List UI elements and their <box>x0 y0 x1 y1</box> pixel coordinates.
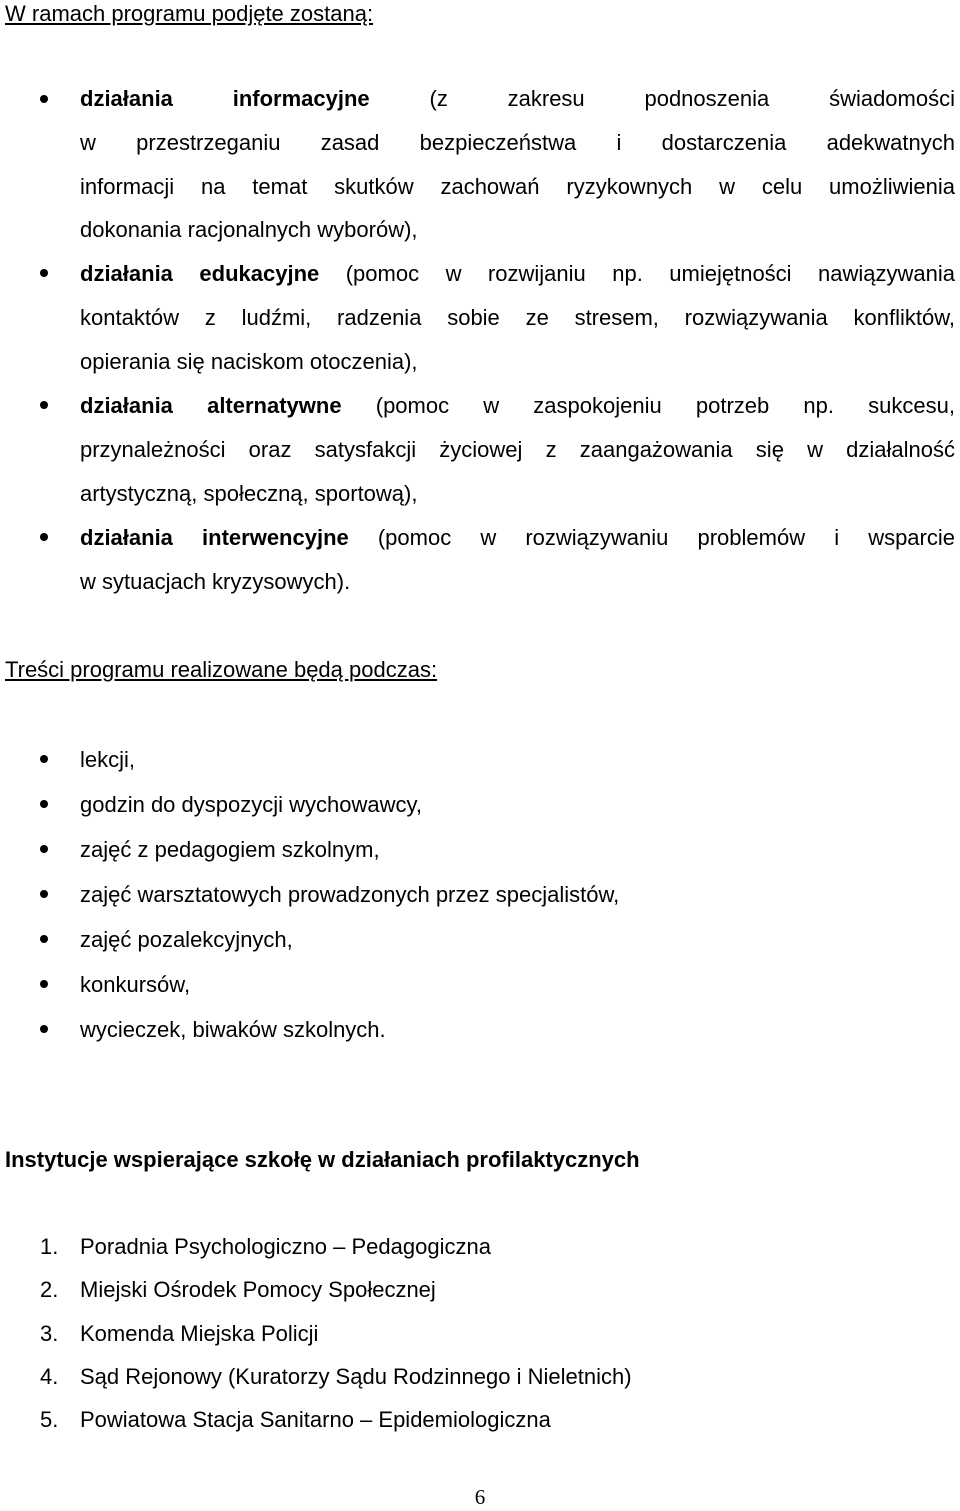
bullet-icon <box>40 935 48 943</box>
bullet-icon <box>40 890 48 898</box>
activity-line <box>80 260 955 288</box>
activity-title: działania interwencyjne <box>80 525 349 550</box>
institution-name: Sąd Rejonowy (Kuratorzy Sądu Rodzinnego i Nieletnich) <box>80 1364 632 1389</box>
activity-line: w przestrzeganiu zasad bezpieczeństwa i dostarczenia adekwatnych <box>80 130 955 155</box>
activity-line: opierania się naciskom otoczenia), <box>80 349 418 374</box>
list-number: 2. <box>40 1277 59 1302</box>
list-item: zajęć warsztatowych prowadzonych przez specjalistów, <box>80 882 620 907</box>
institution-name: Powiatowa Stacja Sanitarno – Epidemiologiczna <box>80 1407 551 1432</box>
bullet-icon <box>40 755 48 763</box>
bullet-icon <box>40 1025 48 1033</box>
activity-text: (z zakresu podnoszenia świadomości <box>369 86 955 111</box>
list-item: zajęć pozalekcyjnych, <box>80 927 293 952</box>
bullet-icon <box>40 845 48 853</box>
activity-line: kontaktów z ludźmi, radzenia sobie ze stresem, rozwiązywania konfliktów, <box>80 305 955 330</box>
activity-text: (pomoc w zaspokojeniu potrzeb np. sukcesu, <box>341 393 955 418</box>
section-heading-institutions: Instytucje wspierające szkołę w działaniach profilaktycznych <box>5 1147 640 1172</box>
institution-name: Miejski Ośrodek Pomocy Społecznej <box>80 1277 436 1302</box>
section-heading-program-actions: W ramach programu podjęte zostaną: <box>5 1 374 26</box>
activity-line: przynależności oraz satysfakcji życiowej z zaangażowania się w działalność <box>80 437 955 462</box>
institution-name: Komenda Miejska Policji <box>80 1321 319 1346</box>
activity-line <box>80 392 955 420</box>
activity-title: działania edukacyjne <box>80 261 320 286</box>
activity-text: (pomoc w rozwijaniu np. umiejętności nawiązywania <box>319 261 956 286</box>
activity-title: działania informacyjne <box>80 86 370 111</box>
bullet-icon <box>40 269 48 277</box>
institution-name: Poradnia Psychologiczno – Pedagogiczna <box>80 1234 491 1259</box>
activity-line <box>80 524 955 552</box>
activity-line: dokonania racjonalnych wyborów), <box>80 217 418 242</box>
list-number: 1. <box>40 1234 59 1259</box>
activity-line: informacji na temat skutków zachowań ryzykownych w celu umożliwienia <box>80 174 955 199</box>
list-number: 5. <box>40 1407 59 1432</box>
list-number: 3. <box>40 1321 59 1346</box>
list-item: zajęć z pedagogiem szkolnym, <box>80 837 380 862</box>
list-item: wycieczek, biwaków szkolnych. <box>80 1017 386 1042</box>
bullet-icon <box>40 980 48 988</box>
activity-title: działania alternatywne <box>80 393 342 418</box>
bullet-icon <box>40 95 48 103</box>
bullet-icon <box>40 401 48 409</box>
list-number: 4. <box>40 1364 59 1389</box>
bullet-icon <box>40 533 48 541</box>
list-item: godzin do dyspozycji wychowawcy, <box>80 792 422 817</box>
list-item: lekcji, <box>80 747 136 772</box>
bullet-icon <box>40 800 48 808</box>
page-number: 6 <box>474 1485 486 1509</box>
activity-line: w sytuacjach kryzysowych). <box>80 569 351 594</box>
list-item: konkursów, <box>80 972 191 997</box>
section-heading-program-venues: Treści programu realizowane będą podczas: <box>5 657 438 682</box>
activity-line: artystyczną, społeczną, sportową), <box>80 481 418 506</box>
activity-line <box>80 85 955 113</box>
activity-text: (pomoc w rozwiązywaniu problemów i wsparcie <box>348 525 955 550</box>
